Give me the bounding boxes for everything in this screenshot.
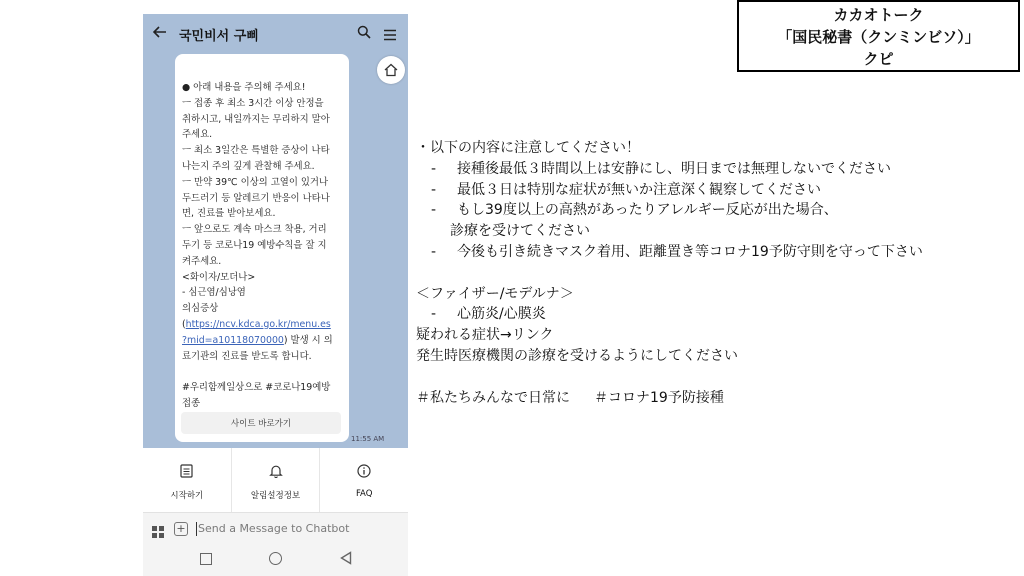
- notes-item-continued: 診療を受けてください: [450, 223, 590, 240]
- message-input[interactable]: Send a Message to Chatbot: [198, 522, 350, 535]
- system-back-icon[interactable]: [340, 550, 352, 569]
- bell-icon: [269, 463, 283, 482]
- notes-item-text: 今後も引き続きマスク着用、距離置き等コロナ19予防守則を守って下さい: [457, 243, 923, 260]
- system-navigation-bar: [143, 545, 408, 576]
- message-line: 두드러기 등 알레르기 반응이 나타나: [182, 192, 330, 204]
- message-line: ● 아래 내용을 주의해 주세요!: [182, 82, 306, 93]
- message-line: ㅡ 최소 3일간은 특별한 증상이 나타: [182, 145, 330, 157]
- message-line: 취하시고, 내일까지는 무리하지 말아: [182, 113, 330, 125]
- vaccine-item: [416, 304, 1022, 325]
- message-line: 주세요.: [182, 129, 213, 141]
- chatbot-message-bubble: [175, 54, 349, 442]
- recent-apps-icon[interactable]: [200, 553, 212, 565]
- system-home-icon[interactable]: [269, 552, 282, 565]
- notes-item-text: 最低３日は特別な症状が無いか注意深く観察してください: [457, 181, 821, 198]
- title-line-kakaotalk: カカオトーク: [833, 6, 924, 24]
- suspect-symptoms-text: 疑われる症状→リンク: [416, 327, 554, 344]
- back-arrow-icon[interactable]: [153, 24, 167, 43]
- message-line: ㅡ 만약 39℃ 이상의 고열이 있거나: [182, 176, 329, 188]
- bullet-dash: -: [431, 306, 437, 323]
- message-line: [182, 333, 344, 349]
- grid-icon[interactable]: [152, 523, 164, 542]
- quick-menu-bar: [143, 448, 408, 512]
- quick-menu-label: 알림설정정보: [250, 491, 301, 501]
- notes-item: [416, 242, 1022, 263]
- home-icon[interactable]: [377, 56, 405, 84]
- bullet-dash: -: [431, 160, 437, 177]
- translation-notes: [416, 138, 1022, 408]
- quick-menu-label: 시작하기: [170, 491, 204, 501]
- text-cursor: [196, 522, 197, 536]
- message-line: 켜주세요.: [182, 255, 222, 267]
- hashtag-line: #우리함께일상으로 #코로나19예방: [182, 382, 331, 394]
- message-line: ㅡ 접종 후 최소 3시간 이상 안정을: [182, 97, 324, 109]
- quick-menu-label: FAQ: [355, 489, 373, 499]
- message-line: 면, 진료를 받아보세요.: [182, 208, 276, 220]
- chat-header: [143, 14, 408, 54]
- message-line: [182, 317, 344, 333]
- message-line: ㅡ 앞으로도 계속 마스크 착용, 거리: [182, 224, 327, 236]
- title-line-kupi: クピ: [863, 50, 894, 68]
- advice-text: 発生時医療機関の診療を受けるようにしてください: [416, 347, 738, 364]
- spacer: [416, 263, 1022, 284]
- notes-item: [416, 180, 1022, 201]
- notes-intro: ・以下の内容に注意してください！: [416, 140, 640, 156]
- spacer: [416, 367, 1022, 388]
- message-line: 두기 등 코로나19 예방수칙을 잘 지: [182, 239, 327, 251]
- notes-item: [416, 159, 1022, 180]
- vaccine-item-text: 心筋炎/心膜炎: [457, 306, 546, 323]
- message-line: - 심근염/심낭염: [182, 287, 246, 299]
- hashtag-2: ＃コロナ19予防接種: [594, 389, 724, 406]
- message-line: 나는지 주의 깊게 관찰해 주세요.: [182, 160, 315, 172]
- notes-item-text: 接種後最低３時間以上は安静にし、明日までは無理しないでください: [457, 160, 891, 177]
- title-box: [737, 0, 1020, 72]
- search-icon[interactable]: [357, 24, 371, 43]
- bullet-dash: -: [431, 202, 437, 219]
- kdca-link-continued[interactable]: ?mid=a10118070000: [182, 334, 284, 346]
- quick-menu-notification-settings[interactable]: [232, 448, 321, 512]
- link-paren: (: [182, 318, 186, 330]
- plus-icon[interactable]: +: [174, 522, 188, 536]
- hamburger-menu-icon[interactable]: [383, 26, 397, 45]
- message-timestamp: 11:55 AM: [351, 435, 385, 443]
- kdca-link[interactable]: https://ncv.kdca.go.kr/menu.es: [185, 318, 331, 330]
- chat-title: 국민비서 구삐: [179, 29, 259, 44]
- bullet-dash: -: [431, 243, 437, 260]
- notes-item-text: もし39度以上の高熱があったりアレルギー反応が出た場合、: [457, 202, 838, 219]
- title-line-service-name: 「国民秘書（クンミンビソ）」: [777, 28, 980, 46]
- quick-menu-faq[interactable]: [320, 448, 408, 512]
- notes-item: [416, 200, 1022, 221]
- hashtag-1: ＃私たちみんなで日常に: [416, 389, 570, 406]
- phone-screenshot: [143, 14, 408, 576]
- bullet-dash: -: [431, 181, 437, 198]
- info-icon: [357, 463, 371, 482]
- message-line: 료기관의 진료를 받도록 합니다.: [182, 350, 312, 362]
- hashtag-line: 접종: [182, 397, 201, 409]
- document-icon: [180, 463, 193, 482]
- spacer: [182, 364, 344, 380]
- vaccine-header: ＜ファイザー/モデルナ＞: [416, 285, 574, 302]
- quick-menu-start[interactable]: [143, 448, 232, 512]
- message-text: [182, 80, 344, 412]
- message-line: 의심증상: [182, 303, 219, 315]
- visit-site-button[interactable]: 사이트 바로가기: [181, 412, 341, 434]
- message-line: <화이자/모더나>: [182, 271, 256, 283]
- message-input-bar: [143, 512, 408, 545]
- notes-hashtags: [416, 388, 1022, 409]
- link-after-text: ) 발생 시 의: [283, 334, 333, 346]
